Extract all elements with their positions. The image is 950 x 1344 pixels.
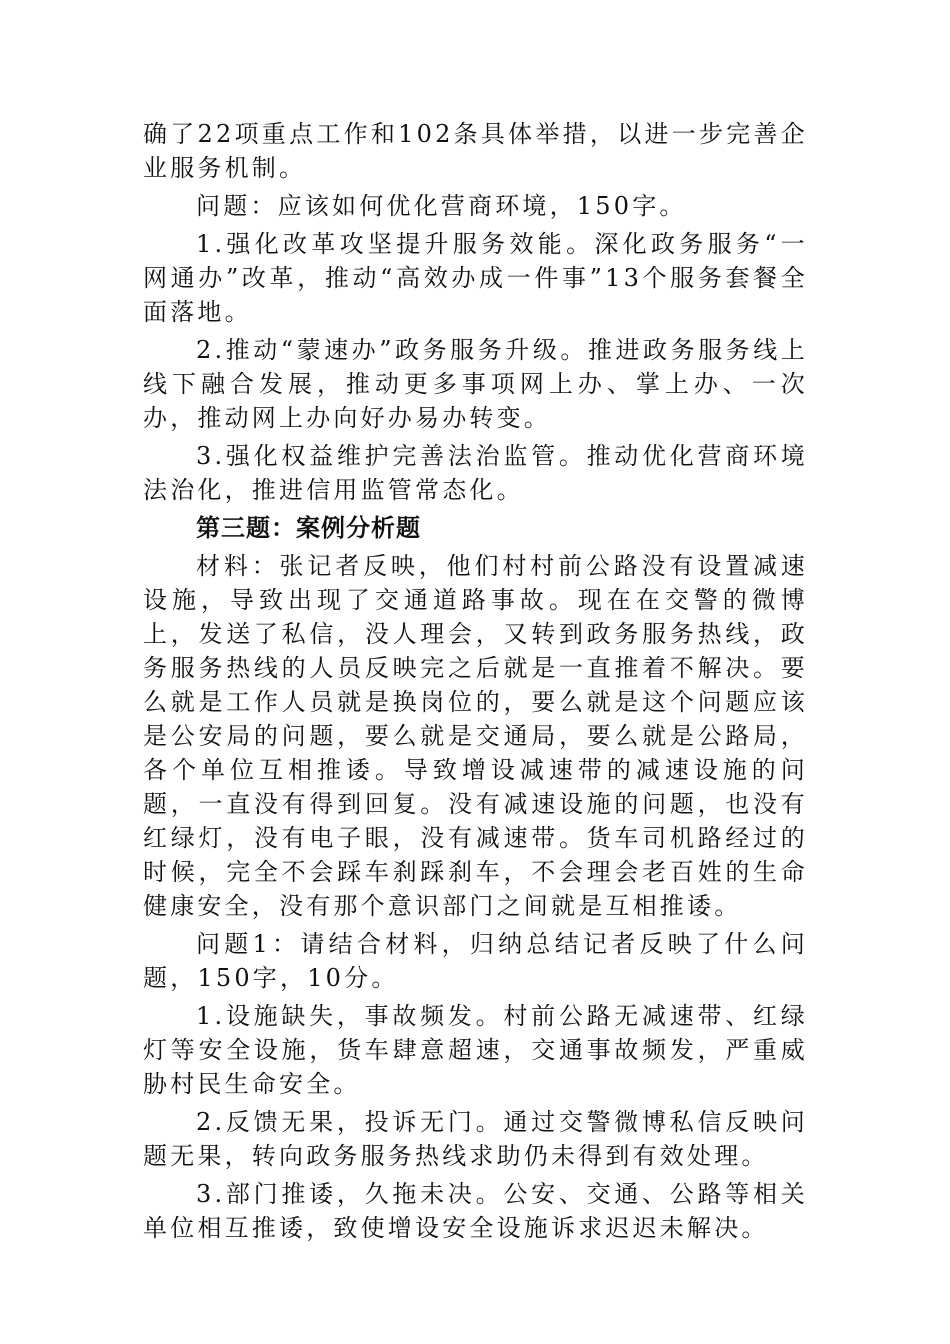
question-1-answer-3: 3.部门推诿，久拖未决。公安、交通、公路等相关单位相互推诿，致使增设安全设施诉求迟迟未解决。: [143, 1180, 808, 1242]
question-prompt: 问题：应该如何优化营商环境，150字。: [196, 192, 687, 220]
question-1-answer-1: 1.设施缺失，事故频发。村前公路无减速带、红绿灯等安全设施，货车肆意超速，交通事故频发，严重威胁村民生命安全。: [143, 1002, 808, 1098]
document-page: [143, 117, 808, 1249]
answer-point-3: 3.强化权益维护完善法治监管。推动优化营商环境法治化，推进信用监管常态化。: [143, 442, 808, 504]
answer-point-1: 1.强化改革攻坚提升服务效能。深化政务服务“一网通办”改革，推动“高效办成一件事”13个服务套餐全面落地。: [143, 230, 808, 326]
question-1-prompt: 问题1：请结合材料，归纳总结记者反映了什么问题，150字，10分。: [143, 930, 808, 992]
paragraph-continuation: 确了22项重点工作和102条具体举措，以进一步完善企业服务机制。: [143, 120, 808, 182]
case-material: 材料：张记者反映，他们村村前公路没有设置减速设施，导致出现了交通道路事故。现在在交警的微博上，发送了私信，没人理会，又转到政务服务热线，政务服务热线的人员反映完之后就是一直推着不解决。要么就是工作人员就是换岗位的，要么就是这个问题应该是公安局的问题，要么就是交通局，要么就是公路局，各个单位互相推诿。导致增设减速带的减速设施的问题，一直没有得到回复。没有减速设施的问题，也没有红绿灯，没有电子眼，没有减速带。货车司机路经过的时候，完全不会踩车刹踩刹车，不会理会老百姓的生命健康安全，没有那个意识部门之间就是互相推诿。: [143, 552, 808, 920]
section-heading: 第三题：案例分析题: [196, 514, 421, 542]
question-1-answer-2: 2.反馈无果，投诉无门。通过交警微博私信反映问题无果，转向政务服务热线求助仍未得到有效处理。: [143, 1108, 808, 1170]
answer-point-2: 2.推动“蒙速办”政务服务升级。推进政务服务线上线下融合发展，推动更多事项网上办、掌上办、一次办，推动网上办向好办易办转变。: [143, 336, 808, 432]
